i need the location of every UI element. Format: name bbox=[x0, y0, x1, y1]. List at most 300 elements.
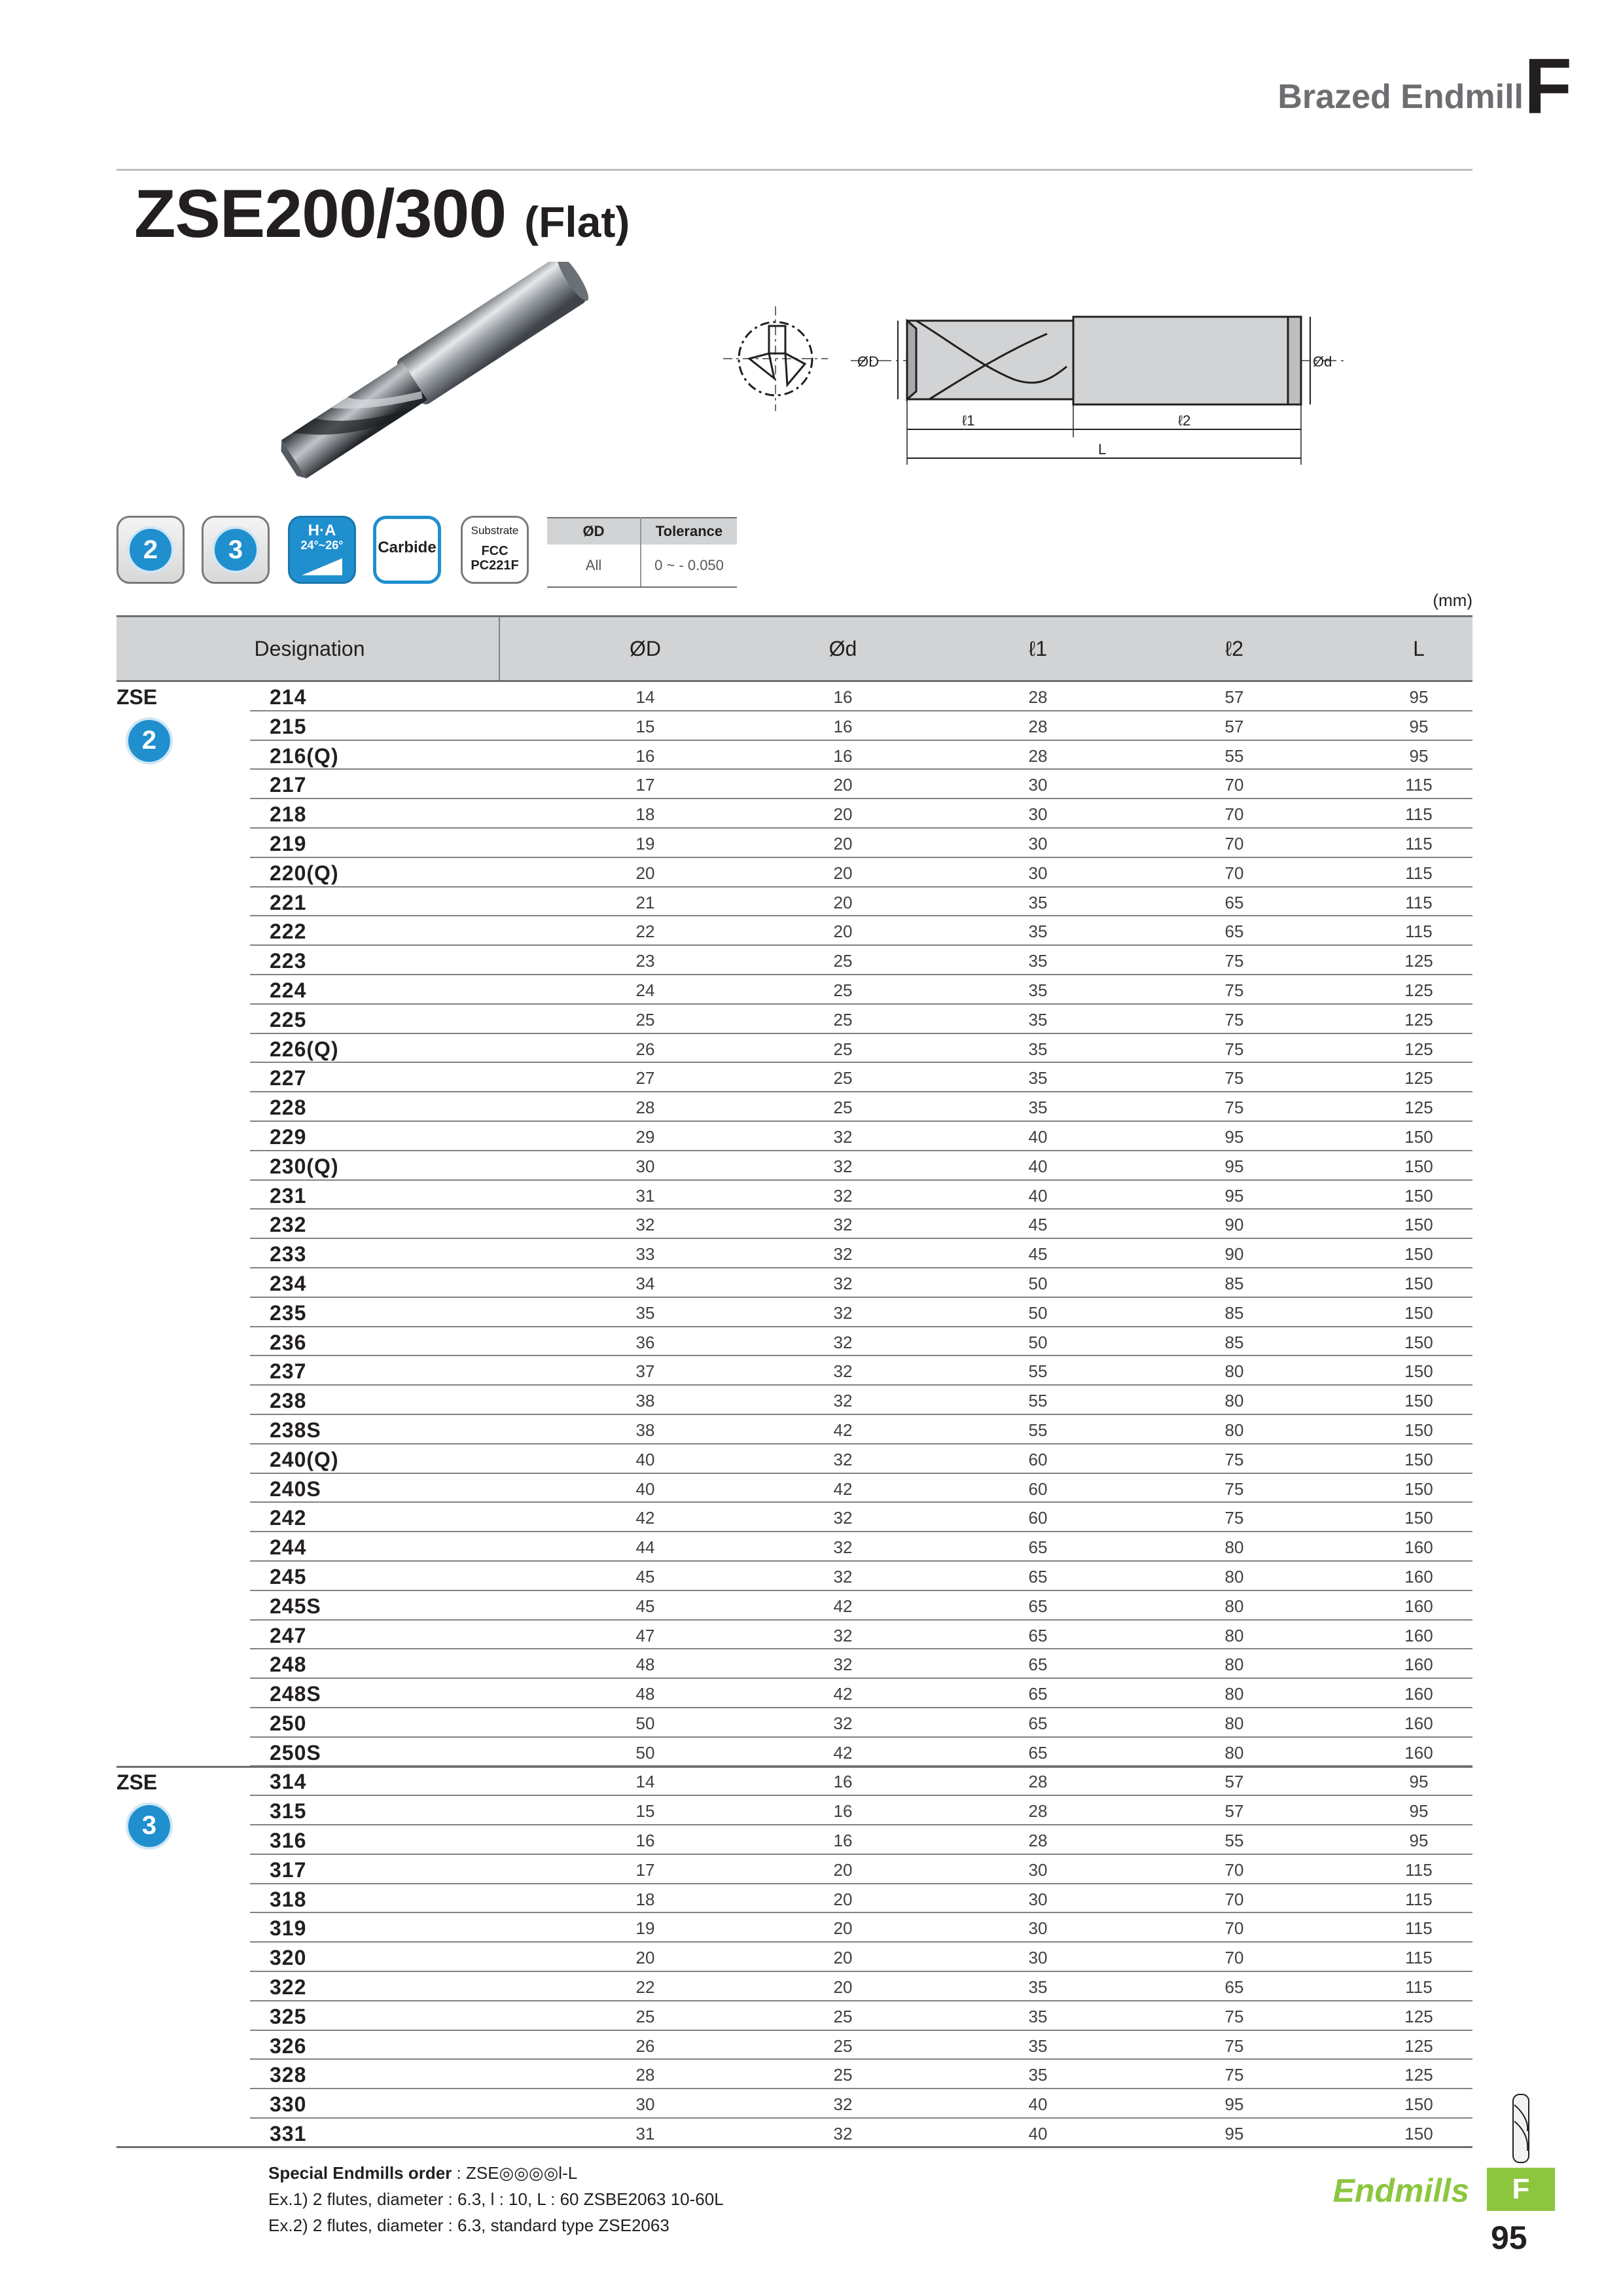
cell-dia-big: 16 bbox=[635, 745, 655, 766]
cell-l2: 75 bbox=[1224, 1449, 1244, 1469]
cell-dia-small: 32 bbox=[833, 1302, 853, 1323]
cell-designation: 231 bbox=[270, 1183, 307, 1208]
table-row bbox=[116, 2060, 1472, 2089]
table-row bbox=[116, 1621, 1472, 1650]
table-row bbox=[116, 1913, 1472, 1943]
table-row bbox=[116, 1708, 1472, 1738]
table-row bbox=[116, 1034, 1472, 1064]
cell-dia-small: 20 bbox=[833, 1859, 853, 1880]
cell-designation: 242 bbox=[270, 1506, 307, 1530]
cell-designation: 314 bbox=[270, 1770, 307, 1794]
dim-label-overall: L bbox=[1098, 441, 1107, 457]
cell-l2: 70 bbox=[1224, 804, 1244, 825]
cell-designation: 238 bbox=[270, 1389, 307, 1413]
cell-l2: 55 bbox=[1224, 1831, 1244, 1851]
cell-overall: 115 bbox=[1405, 1977, 1433, 1998]
cell-designation: 216(Q) bbox=[270, 744, 339, 768]
cell-l2: 75 bbox=[1224, 2036, 1244, 2056]
cell-dia-small: 32 bbox=[833, 2124, 853, 2144]
cell-dia-small: 20 bbox=[833, 922, 853, 942]
cell-dia-small: 20 bbox=[833, 892, 853, 912]
cell-designation: 236 bbox=[270, 1330, 307, 1354]
cell-l1: 35 bbox=[1028, 1009, 1048, 1030]
table-row bbox=[116, 1532, 1472, 1562]
table-row bbox=[116, 829, 1472, 858]
header-divider bbox=[499, 617, 500, 680]
cell-designation: 331 bbox=[270, 2122, 307, 2146]
cell-designation: 322 bbox=[270, 1975, 307, 2000]
cell-l1: 40 bbox=[1028, 1126, 1048, 1147]
cell-l1: 28 bbox=[1028, 1772, 1048, 1792]
table-row bbox=[116, 2119, 1472, 2148]
group-prefix: ZSE bbox=[116, 1770, 158, 1794]
cell-l1: 60 bbox=[1028, 1449, 1048, 1469]
cell-dia-big: 45 bbox=[635, 1566, 655, 1587]
cell-dia-big: 36 bbox=[635, 1332, 655, 1352]
cell-l2: 80 bbox=[1224, 1420, 1244, 1440]
table-row bbox=[116, 799, 1472, 829]
cell-l1: 50 bbox=[1028, 1273, 1048, 1293]
cell-l1: 60 bbox=[1028, 1508, 1048, 1528]
cell-l1: 35 bbox=[1028, 2036, 1048, 2056]
cell-dia-small: 32 bbox=[833, 1625, 853, 1645]
cell-l2: 80 bbox=[1224, 1625, 1244, 1645]
cell-dia-big: 35 bbox=[635, 1302, 655, 1323]
cell-dia-small: 16 bbox=[833, 745, 853, 766]
table-row bbox=[116, 770, 1472, 799]
cell-l2: 75 bbox=[1224, 1009, 1244, 1030]
table-row bbox=[116, 1825, 1472, 1855]
cell-dia-big: 26 bbox=[635, 2036, 655, 2056]
cell-dia-big: 22 bbox=[635, 922, 655, 942]
table-row bbox=[116, 1268, 1472, 1298]
cell-l2: 95 bbox=[1224, 2124, 1244, 2144]
cell-overall: 115 bbox=[1405, 863, 1433, 883]
cell-overall: 150 bbox=[1404, 1156, 1433, 1176]
cell-designation: 219 bbox=[270, 831, 307, 855]
cell-l2: 75 bbox=[1224, 1508, 1244, 1528]
cell-l2: 55 bbox=[1224, 745, 1244, 766]
table-row bbox=[116, 1356, 1472, 1386]
cell-designation: 217 bbox=[270, 773, 307, 797]
cell-overall: 150 bbox=[1404, 1302, 1433, 1323]
header-l1: ℓ1 bbox=[1028, 637, 1048, 660]
substrate-label: Substrate bbox=[471, 524, 519, 537]
cell-l1: 55 bbox=[1028, 1391, 1048, 1411]
cell-l2: 65 bbox=[1224, 922, 1244, 942]
cell-dia-big: 25 bbox=[635, 1009, 655, 1030]
cell-l2: 85 bbox=[1224, 1332, 1244, 1352]
cell-designation: 248 bbox=[270, 1653, 307, 1677]
dim-label-dia-small: Ød bbox=[1313, 353, 1332, 370]
flute-badge-icon: 2 bbox=[126, 717, 173, 764]
cell-dia-small: 32 bbox=[833, 1332, 853, 1352]
row-rule bbox=[116, 2146, 1472, 2148]
cell-designation: 220(Q) bbox=[270, 861, 339, 885]
table-row bbox=[116, 1503, 1472, 1532]
special-order-label: Special Endmills order bbox=[268, 2163, 452, 2183]
cell-l2: 70 bbox=[1224, 1918, 1244, 1939]
table-row bbox=[116, 1181, 1472, 1210]
cell-l2: 90 bbox=[1224, 1244, 1244, 1265]
cell-designation: 328 bbox=[270, 2063, 307, 2087]
carbide-icon bbox=[373, 516, 441, 584]
cell-dia-big: 18 bbox=[635, 804, 655, 825]
cell-l1: 35 bbox=[1028, 980, 1048, 1000]
cell-overall: 150 bbox=[1404, 1215, 1433, 1235]
cell-dia-small: 20 bbox=[833, 833, 853, 853]
cell-designation: 226(Q) bbox=[270, 1037, 339, 1061]
cell-dia-small: 20 bbox=[833, 775, 853, 795]
cell-dia-small: 42 bbox=[833, 1479, 853, 1499]
cell-designation: 240S bbox=[270, 1477, 321, 1501]
cell-dia-small: 32 bbox=[833, 1713, 853, 1733]
cell-dia-small: 25 bbox=[833, 2036, 853, 2056]
cell-overall: 95 bbox=[1409, 716, 1429, 736]
cell-l1: 65 bbox=[1028, 1566, 1048, 1587]
header-dia-small: Ød bbox=[829, 637, 857, 660]
cell-dia-big: 47 bbox=[635, 1625, 655, 1645]
cell-l2: 95 bbox=[1224, 1185, 1244, 1206]
cell-l1: 35 bbox=[1028, 892, 1048, 912]
cell-dia-small: 16 bbox=[833, 1801, 853, 1821]
cell-l1: 65 bbox=[1028, 1713, 1048, 1733]
cell-dia-small: 32 bbox=[833, 1391, 853, 1411]
cell-l1: 50 bbox=[1028, 1332, 1048, 1352]
cell-designation: 218 bbox=[270, 802, 307, 827]
cell-designation: 222 bbox=[270, 920, 307, 944]
cell-l1: 30 bbox=[1028, 833, 1048, 853]
cell-overall: 95 bbox=[1409, 1831, 1429, 1851]
cell-dia-big: 50 bbox=[635, 1742, 655, 1763]
header-overall: L bbox=[1413, 637, 1425, 660]
cell-dia-big: 25 bbox=[635, 2006, 655, 2026]
cell-l1: 35 bbox=[1028, 2065, 1048, 2085]
cell-l2: 70 bbox=[1224, 833, 1244, 853]
substrate-icon bbox=[461, 516, 529, 584]
cell-designation: 237 bbox=[270, 1359, 307, 1384]
cell-l1: 35 bbox=[1028, 1039, 1048, 1059]
cell-l2: 80 bbox=[1224, 1537, 1244, 1558]
cell-dia-small: 32 bbox=[833, 1185, 853, 1206]
cell-dia-small: 32 bbox=[833, 1126, 853, 1147]
cell-l1: 28 bbox=[1028, 687, 1048, 707]
end-view-drawing bbox=[723, 306, 828, 411]
cell-designation: 238S bbox=[270, 1418, 321, 1442]
cell-l1: 40 bbox=[1028, 1185, 1048, 1206]
special-order-notes bbox=[268, 2160, 724, 2238]
cell-designation: 229 bbox=[270, 1124, 307, 1149]
cell-dia-big: 50 bbox=[635, 1713, 655, 1733]
cell-l1: 35 bbox=[1028, 1098, 1048, 1118]
substrate-value-1: FCC bbox=[481, 544, 508, 558]
cell-l1: 65 bbox=[1028, 1655, 1048, 1675]
cell-overall: 150 bbox=[1404, 1126, 1433, 1147]
cell-overall: 150 bbox=[1404, 1185, 1433, 1206]
cell-l2: 75 bbox=[1224, 1098, 1244, 1118]
table-row bbox=[116, 1884, 1472, 1914]
cell-dia-big: 20 bbox=[635, 1948, 655, 1968]
cell-dia-small: 25 bbox=[833, 1098, 853, 1118]
cell-dia-big: 31 bbox=[635, 2124, 655, 2144]
material-label: Carbide bbox=[378, 539, 437, 556]
cell-designation: 214 bbox=[270, 685, 307, 709]
cell-overall: 95 bbox=[1409, 745, 1429, 766]
cell-dia-small: 20 bbox=[833, 863, 853, 883]
cell-l1: 35 bbox=[1028, 951, 1048, 971]
cell-l2: 80 bbox=[1224, 1566, 1244, 1587]
cell-overall: 95 bbox=[1409, 1772, 1429, 1792]
cell-l2: 75 bbox=[1224, 2065, 1244, 2085]
cell-l2: 80 bbox=[1224, 1596, 1244, 1616]
cell-overall: 160 bbox=[1404, 1684, 1433, 1704]
cell-l1: 35 bbox=[1028, 922, 1048, 942]
cell-l1: 30 bbox=[1028, 863, 1048, 883]
endmill-photo bbox=[242, 262, 609, 484]
cell-overall: 115 bbox=[1405, 922, 1433, 942]
cell-l2: 95 bbox=[1224, 2094, 1244, 2115]
table-row bbox=[116, 1092, 1472, 1122]
cell-l1: 60 bbox=[1028, 1479, 1048, 1499]
cell-overall: 95 bbox=[1409, 687, 1429, 707]
table-row bbox=[116, 1151, 1472, 1181]
table-row bbox=[116, 1210, 1472, 1239]
cell-dia-big: 27 bbox=[635, 1068, 655, 1088]
cell-dia-small: 32 bbox=[833, 1361, 853, 1382]
cell-dia-small: 42 bbox=[833, 1596, 853, 1616]
three-flute-icon: 3 bbox=[202, 516, 270, 584]
cell-overall: 125 bbox=[1404, 2006, 1433, 2026]
table-row bbox=[116, 858, 1472, 888]
cell-overall: 125 bbox=[1404, 2036, 1433, 2056]
cell-dia-big: 24 bbox=[635, 980, 655, 1000]
table-row bbox=[116, 1679, 1472, 1708]
cell-dia-small: 32 bbox=[833, 1655, 853, 1675]
cell-dia-small: 25 bbox=[833, 951, 853, 971]
cell-l2: 57 bbox=[1224, 1772, 1244, 1792]
cell-dia-big: 48 bbox=[635, 1655, 655, 1675]
dim-label-dia-big: ØD bbox=[857, 353, 879, 370]
cell-l1: 35 bbox=[1028, 1068, 1048, 1088]
cell-dia-small: 25 bbox=[833, 1039, 853, 1059]
cell-dia-small: 16 bbox=[833, 716, 853, 736]
table-header bbox=[116, 615, 1472, 682]
table-row bbox=[116, 1327, 1472, 1357]
product-name: ZSE200/300 bbox=[134, 176, 507, 252]
cell-designation: 245 bbox=[270, 1564, 307, 1588]
cell-l2: 70 bbox=[1224, 1859, 1244, 1880]
cell-dia-small: 16 bbox=[833, 687, 853, 707]
table-row bbox=[116, 1767, 1472, 1796]
cell-l1: 30 bbox=[1028, 1948, 1048, 1968]
cell-l1: 45 bbox=[1028, 1244, 1048, 1265]
cell-l2: 57 bbox=[1224, 716, 1244, 736]
cell-l1: 28 bbox=[1028, 745, 1048, 766]
cell-l2: 70 bbox=[1224, 775, 1244, 795]
table-row bbox=[116, 1444, 1472, 1474]
cell-dia-big: 48 bbox=[635, 1684, 655, 1704]
cell-overall: 115 bbox=[1405, 1918, 1433, 1939]
table-row bbox=[116, 1298, 1472, 1327]
table-row bbox=[116, 1855, 1472, 1884]
tolerance-cell-dia: All bbox=[547, 545, 641, 587]
cell-overall: 150 bbox=[1404, 2124, 1433, 2144]
cell-overall: 125 bbox=[1404, 1039, 1433, 1059]
cell-overall: 95 bbox=[1409, 1801, 1429, 1821]
cell-dia-big: 15 bbox=[635, 716, 655, 736]
cell-dia-big: 30 bbox=[635, 2094, 655, 2115]
cell-l1: 65 bbox=[1028, 1684, 1048, 1704]
cell-overall: 150 bbox=[1404, 1332, 1433, 1352]
table-row bbox=[116, 1063, 1472, 1092]
cell-designation: 318 bbox=[270, 1887, 307, 1911]
cell-dia-small: 32 bbox=[833, 1156, 853, 1176]
table-row bbox=[116, 2089, 1472, 2119]
cell-overall: 150 bbox=[1404, 1391, 1433, 1411]
table-row bbox=[116, 741, 1472, 770]
cell-overall: 160 bbox=[1404, 1596, 1433, 1616]
cell-l2: 80 bbox=[1224, 1391, 1244, 1411]
cell-dia-small: 25 bbox=[833, 2065, 853, 2085]
cell-l1: 30 bbox=[1028, 804, 1048, 825]
cell-overall: 150 bbox=[1404, 2094, 1433, 2115]
cell-designation: 325 bbox=[270, 2004, 307, 2028]
cell-overall: 150 bbox=[1404, 1479, 1433, 1499]
cell-l1: 40 bbox=[1028, 2094, 1048, 2115]
cell-dia-big: 32 bbox=[635, 1215, 655, 1235]
table-row bbox=[116, 1122, 1472, 1151]
cell-l1: 30 bbox=[1028, 775, 1048, 795]
footer-category: Endmills bbox=[1332, 2172, 1469, 2209]
cell-designation: 244 bbox=[270, 1535, 307, 1560]
cell-overall: 160 bbox=[1404, 1537, 1433, 1558]
cell-dia-big: 38 bbox=[635, 1420, 655, 1440]
cell-designation: 224 bbox=[270, 978, 307, 1002]
table-row bbox=[116, 916, 1472, 946]
cell-designation: 215 bbox=[270, 714, 307, 738]
table-row bbox=[116, 888, 1472, 917]
helix-angle-icon bbox=[288, 516, 356, 584]
cell-designation: 316 bbox=[270, 1829, 307, 1853]
cell-dia-big: 20 bbox=[635, 863, 655, 883]
footer-tab: F bbox=[1487, 2168, 1555, 2211]
cell-dia-big: 38 bbox=[635, 1391, 655, 1411]
cell-l2: 65 bbox=[1224, 1977, 1244, 1998]
cell-dia-big: 29 bbox=[635, 1126, 655, 1147]
cell-designation: 248S bbox=[270, 1682, 321, 1706]
cell-l1: 65 bbox=[1028, 1625, 1048, 1645]
table-row bbox=[116, 711, 1472, 741]
cell-dia-big: 33 bbox=[635, 1244, 655, 1265]
table-row bbox=[116, 1562, 1472, 1591]
cell-dia-big: 37 bbox=[635, 1361, 655, 1382]
cell-overall: 160 bbox=[1404, 1625, 1433, 1645]
cell-dia-big: 23 bbox=[635, 951, 655, 971]
cell-l1: 30 bbox=[1028, 1889, 1048, 1909]
cell-l2: 57 bbox=[1224, 687, 1244, 707]
table-row bbox=[116, 1943, 1472, 1972]
product-variant: (Flat) bbox=[524, 198, 630, 246]
cell-designation: 247 bbox=[270, 1623, 307, 1647]
table-row bbox=[116, 1972, 1472, 2001]
cell-designation: 228 bbox=[270, 1096, 307, 1120]
tolerance-header-tolerance: Tolerance bbox=[641, 518, 737, 545]
cell-l2: 90 bbox=[1224, 1215, 1244, 1235]
cell-l2: 70 bbox=[1224, 1889, 1244, 1909]
cell-dia-small: 32 bbox=[833, 1449, 853, 1469]
cell-overall: 125 bbox=[1404, 2065, 1433, 2085]
cell-l1: 28 bbox=[1028, 1801, 1048, 1821]
endmill-thumbnail-icon bbox=[1503, 2092, 1539, 2165]
cell-designation: 240(Q) bbox=[270, 1447, 339, 1471]
dim-label-l1: ℓ1 bbox=[962, 412, 975, 429]
cell-dia-small: 32 bbox=[833, 2094, 853, 2115]
table-row bbox=[116, 1386, 1472, 1415]
cell-overall: 150 bbox=[1404, 1273, 1433, 1293]
cell-designation: 234 bbox=[270, 1271, 307, 1295]
cell-dia-small: 32 bbox=[833, 1566, 853, 1587]
cell-dia-big: 16 bbox=[635, 1831, 655, 1851]
tolerance-cell-value: 0 ~ - 0.050 bbox=[641, 545, 737, 587]
cell-overall: 115 bbox=[1405, 804, 1433, 825]
two-flute-icon: 2 bbox=[116, 516, 185, 584]
spec-table-body bbox=[116, 682, 1472, 2148]
cell-dia-small: 25 bbox=[833, 1009, 853, 1030]
cell-l2: 75 bbox=[1224, 951, 1244, 971]
section-letter: F bbox=[1524, 43, 1572, 130]
cell-l2: 85 bbox=[1224, 1302, 1244, 1323]
cell-designation: 250 bbox=[270, 1711, 307, 1735]
table-row bbox=[116, 1005, 1472, 1034]
tolerance-header-dia: ØD bbox=[547, 518, 641, 545]
cell-designation: 232 bbox=[270, 1213, 307, 1237]
cell-overall: 125 bbox=[1404, 980, 1433, 1000]
cell-dia-small: 32 bbox=[833, 1537, 853, 1558]
cell-dia-small: 20 bbox=[833, 1889, 853, 1909]
cell-dia-small: 32 bbox=[833, 1273, 853, 1293]
cell-dia-big: 30 bbox=[635, 1156, 655, 1176]
page-number: 95 bbox=[1491, 2219, 1527, 2256]
cell-l1: 55 bbox=[1028, 1420, 1048, 1440]
cell-l2: 75 bbox=[1224, 1479, 1244, 1499]
group-prefix: ZSE bbox=[116, 685, 158, 709]
table-row bbox=[116, 1415, 1472, 1444]
cell-overall: 160 bbox=[1404, 1742, 1433, 1763]
example-1: Ex.1) 2 flutes, diameter : 6.3, l : 10, L : 60 ZSBE2063 10-60L bbox=[268, 2189, 724, 2209]
cell-l1: 28 bbox=[1028, 716, 1048, 736]
table-row bbox=[116, 1591, 1472, 1621]
table-row bbox=[116, 2031, 1472, 2060]
cell-l2: 95 bbox=[1224, 1156, 1244, 1176]
cell-dia-big: 42 bbox=[635, 1508, 655, 1528]
cell-dia-small: 42 bbox=[833, 1684, 853, 1704]
cell-l2: 80 bbox=[1224, 1655, 1244, 1675]
cell-overall: 115 bbox=[1405, 833, 1433, 853]
cell-designation: 233 bbox=[270, 1242, 307, 1266]
cell-dia-small: 32 bbox=[833, 1508, 853, 1528]
cell-designation: 230(Q) bbox=[270, 1154, 339, 1178]
cell-dia-big: 19 bbox=[635, 833, 655, 853]
special-order-code: : ZSE◎◎◎◎l-L bbox=[452, 2163, 578, 2183]
special-order-line bbox=[268, 2160, 724, 2186]
cell-l1: 65 bbox=[1028, 1537, 1048, 1558]
cell-l1: 45 bbox=[1028, 1215, 1048, 1235]
section-title: Brazed Endmill bbox=[1277, 78, 1524, 116]
cell-dia-big: 28 bbox=[635, 2065, 655, 2085]
cell-dia-small: 42 bbox=[833, 1420, 853, 1440]
cell-l2: 80 bbox=[1224, 1684, 1244, 1704]
table-row bbox=[116, 1474, 1472, 1503]
